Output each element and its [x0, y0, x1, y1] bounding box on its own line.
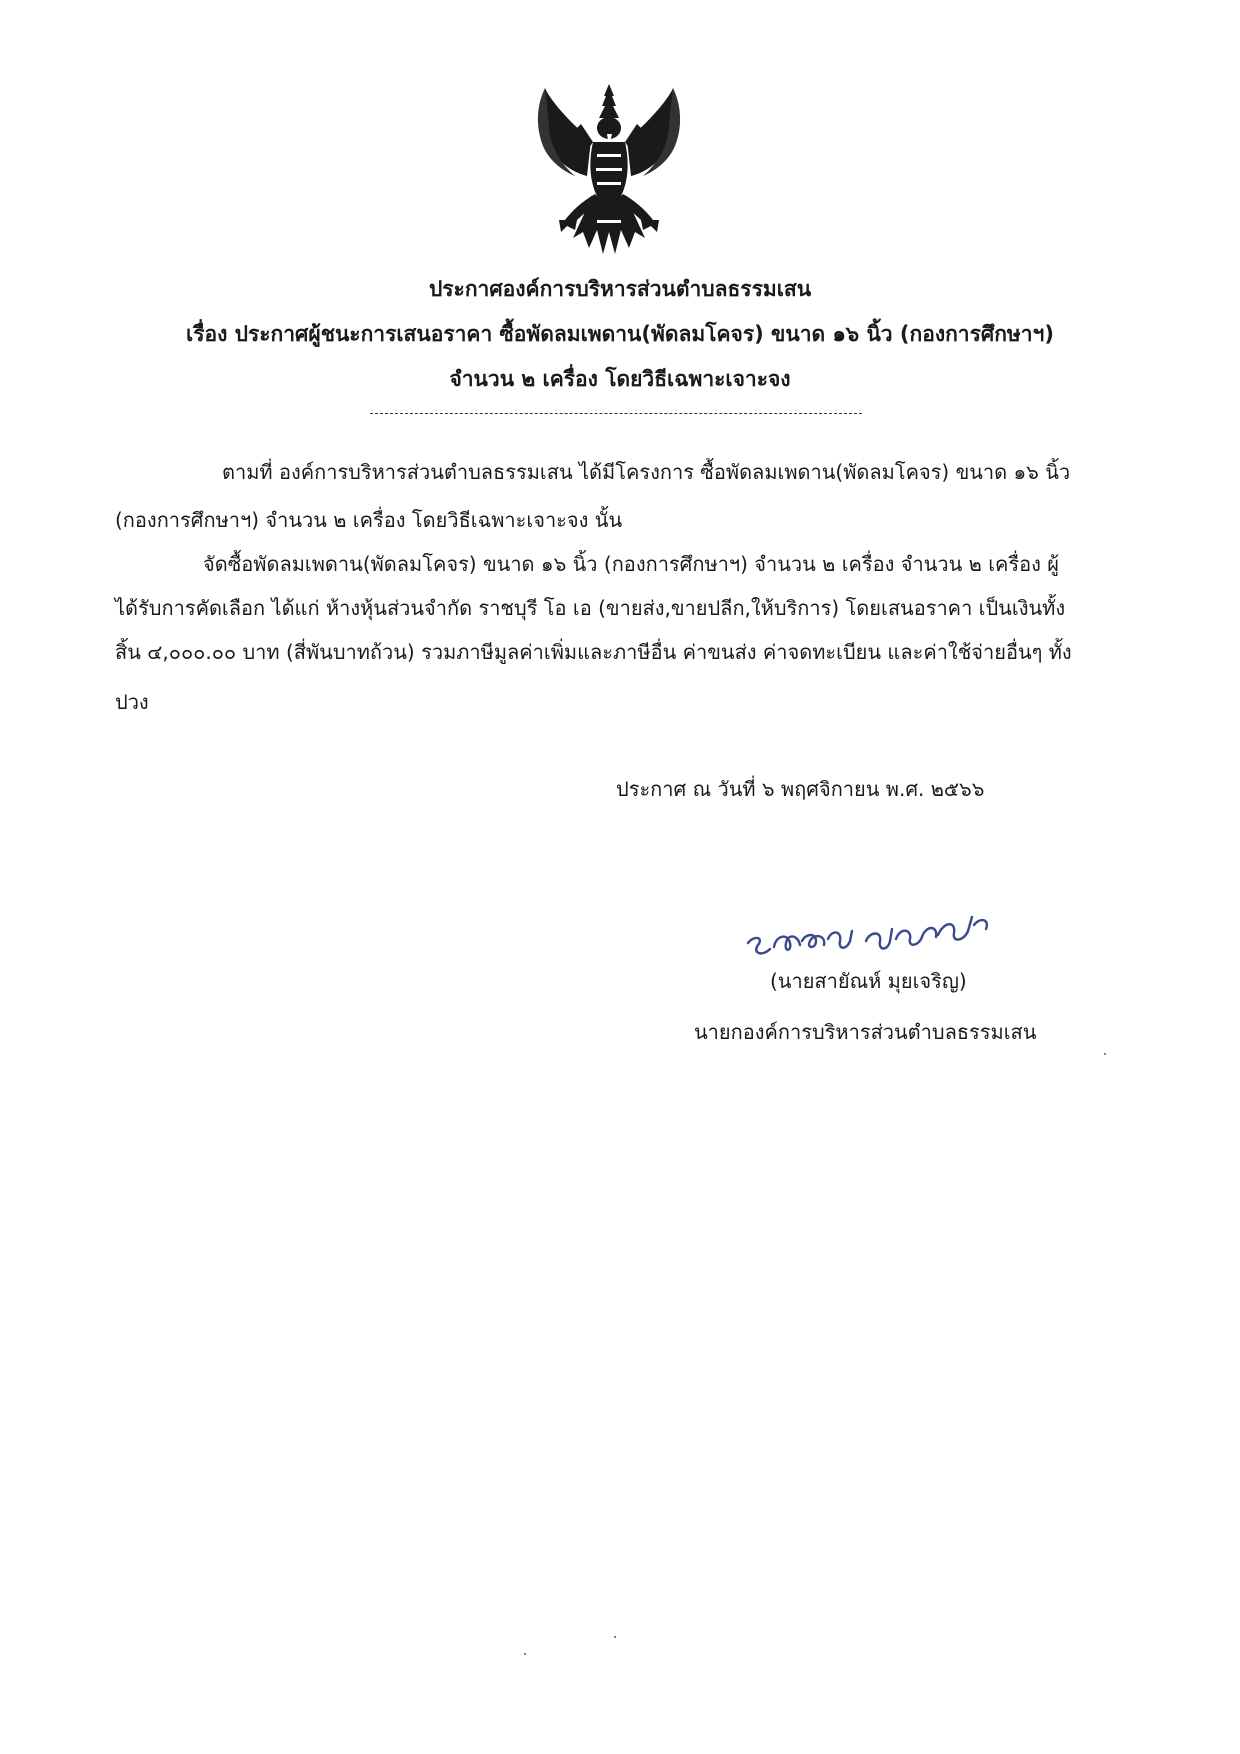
signer-title: นายกองค์การบริหารส่วนตำบลธรรมเสน	[694, 1020, 1037, 1044]
scan-speck	[524, 1653, 526, 1655]
paragraph-2-line-1: จัดซื้อพัดลมเพดาน(พัดลมโคจร) ขนาด ๑๖ นิ้ว (กองการศึกษาฯ) จำนวน ๒ เครื่อง จำนวน ๒ เครื่อง ผู้	[203, 552, 1060, 576]
announcement-subject-continued: จำนวน ๒ เครื่อง โดยวิธีเฉพาะเจาะจง	[449, 367, 791, 391]
signer-name: (นายสายัณห์ มุยเจริญ)	[770, 969, 967, 993]
paragraph-1-line-2: (กองการศึกษาฯ) จำนวน ๒ เครื่อง โดยวิธีเฉพาะเจาะจง นั้น	[115, 508, 623, 532]
announcement-subject: เรื่อง ประกาศผู้ชนะการเสนอราคา ซื้อพัดลมเพดาน(พัดลมโคจร) ขนาด ๑๖ นิ้ว (กองการศึกษาฯ)	[186, 322, 1054, 346]
scan-speck	[1104, 1053, 1106, 1055]
scan-speck	[614, 1636, 616, 1638]
paragraph-2-line-4: ปวง	[115, 690, 149, 714]
garuda-emblem-icon	[527, 80, 691, 262]
paragraph-2-line-3: สิ้น ๔,๐๐๐.๐๐ บาท (สี่พันบาทถ้วน) รวมภาษีมูลค่าเพิ่มและภาษีอื่น ค่าขนส่ง ค่าจดทะเบียน และค่าใช้จ่ายอื่นๆ ทั้ง	[115, 640, 1072, 664]
paragraph-1-line-1: ตามที่ องค์การบริหารส่วนตำบลธรรมเสน ได้มีโครงการ ซื้อพัดลมเพดาน(พัดลมโคจร) ขนาด ๑๖ นิ้ว	[222, 460, 1071, 484]
handwritten-signature	[740, 895, 1010, 970]
announcement-date: ประกาศ ณ วันที่ ๖ พฤศจิกายน พ.ศ. ๒๕๖๖	[616, 777, 985, 801]
dashed-divider	[370, 413, 862, 414]
paragraph-2-line-2: ได้รับการคัดเลือก ได้แก่ ห้างหุ้นส่วนจำกัด ราชบุรี โอ เอ (ขายส่ง,ขายปลีก,ให้บริการ) โดยเสนอราคา เป็นเงินทั้ง	[115, 596, 1066, 620]
announcement-title: ประกาศองค์การบริหารส่วนตำบลธรรมเสน	[428, 277, 812, 301]
